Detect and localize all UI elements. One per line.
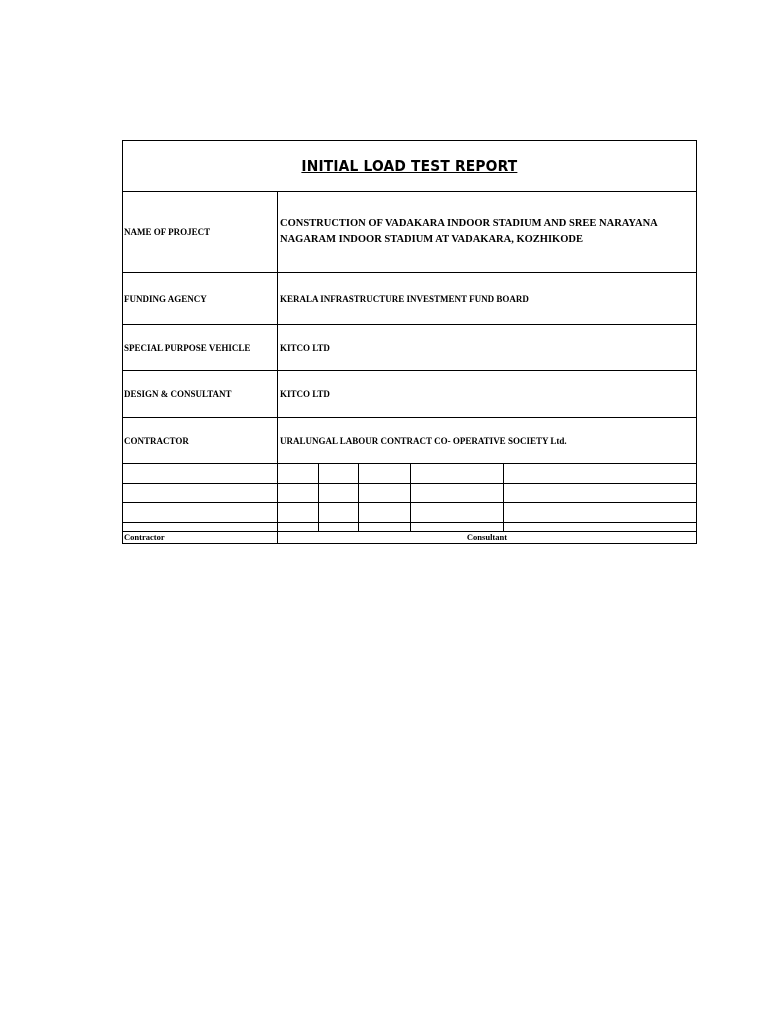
value-funding-agency: KERALA INFRASTRUCTURE INVESTMENT FUND BOARD <box>280 293 529 304</box>
blank-cell <box>123 464 278 483</box>
label-special-purpose-vehicle: SPECIAL PURPOSE VEHICLE <box>123 325 278 370</box>
blank-cell <box>123 484 278 502</box>
contractor-signature-label: Contractor <box>123 532 278 543</box>
blank-cell <box>278 503 319 522</box>
blank-cell <box>411 484 504 502</box>
blank-cell <box>319 464 359 483</box>
consultant-signature-label: Consultant <box>466 532 508 542</box>
blank-cell <box>278 484 319 502</box>
blank-cell <box>359 464 411 483</box>
value-design-consultant: KITCO LTD <box>280 389 330 399</box>
title-row <box>123 141 696 192</box>
row-special-purpose-vehicle <box>123 325 696 371</box>
report-title: INITIAL LOAD TEST REPORT <box>301 157 518 175</box>
label-contractor: CONTRACTOR <box>123 418 278 463</box>
blank-cell <box>319 484 359 502</box>
blank-cell <box>278 464 319 483</box>
value-special-purpose-vehicle: KITCO LTD <box>280 342 330 353</box>
blank-grid-row <box>123 464 696 484</box>
blank-cell <box>411 464 504 483</box>
value-name-of-project: CONSTRUCTION OF VADAKARA INDOOR STADIUM AND SREE NARAYANA NAGARAM INDOOR STADIUM AT VADAKARA, KOZHIKODE <box>280 218 658 245</box>
blank-grid-row <box>123 484 696 503</box>
label-funding-agency: FUNDING AGENCY <box>123 273 278 324</box>
label-name-of-project: NAME OF PROJECT <box>123 192 278 272</box>
blank-cell <box>359 484 411 502</box>
blank-cell <box>411 503 504 522</box>
load-test-report-table <box>122 140 697 544</box>
row-name-of-project <box>123 192 696 273</box>
row-funding-agency <box>123 273 696 325</box>
blank-cell <box>319 503 359 522</box>
label-design-consultant: DESIGN & CONSULTANT <box>123 371 278 417</box>
row-design-consultant <box>123 371 696 418</box>
blank-grid-row <box>123 503 696 523</box>
value-contractor: URALUNGAL LABOUR CONTRACT CO- OPERATIVE SOCIETY Ltd. <box>280 435 567 446</box>
signature-row <box>123 531 696 543</box>
blank-cell <box>359 503 411 522</box>
row-contractor <box>123 418 696 464</box>
blank-cell <box>123 503 278 522</box>
